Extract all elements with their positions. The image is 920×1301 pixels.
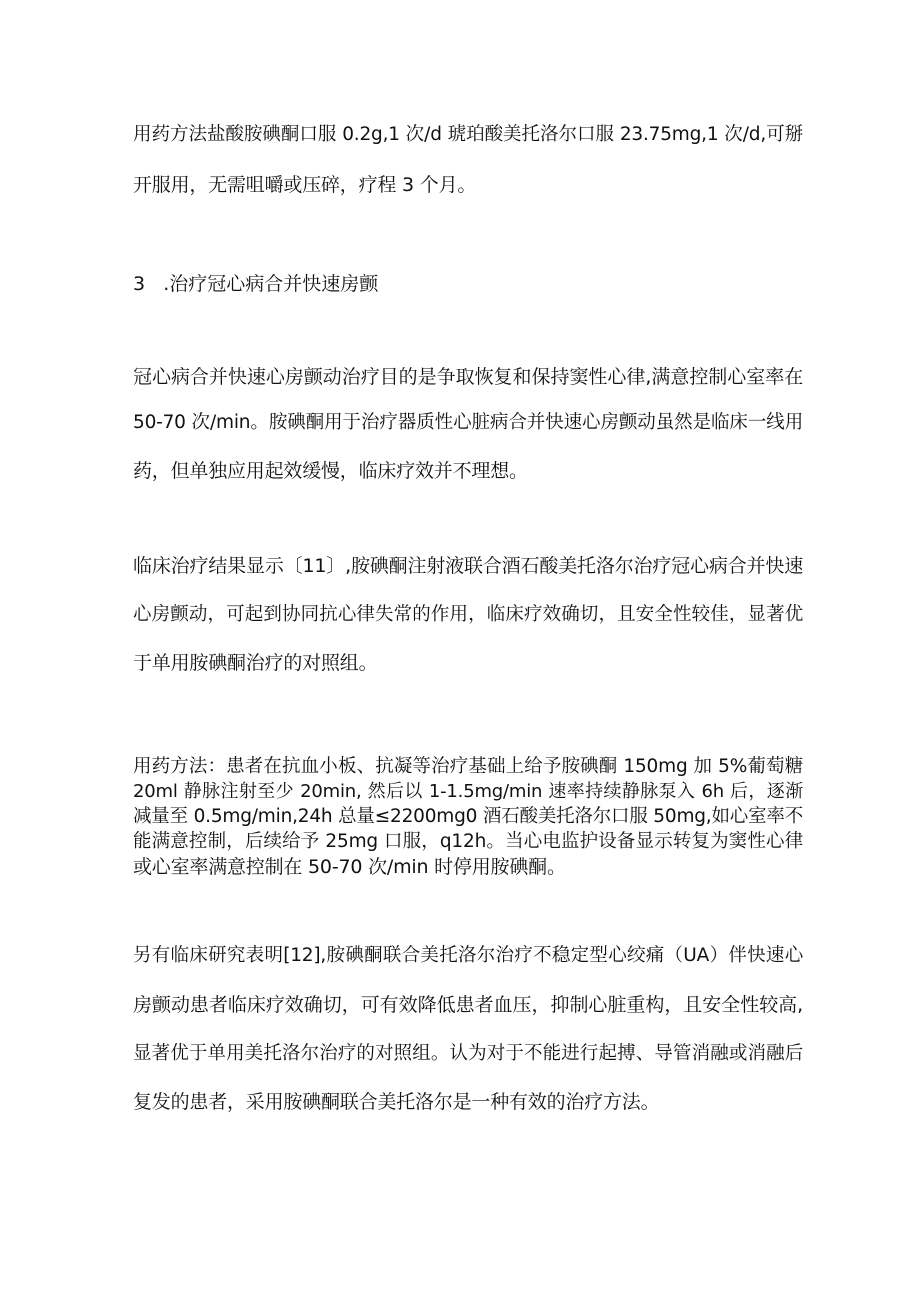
paragraph-4-line-4: 能满意控制，后续给予 25mg 口服，q12h。当心电监护设备显示转复为窦性心律 [133,831,803,852]
paragraph-5-line-1: 另有临床研究表明[12],胺碘酮联合美托洛尔治疗不稳定型心绞痛（UA）伴快速心 [133,945,803,966]
paragraph-3-line-2: 心房颤动，可起到协同抗心律失常的作用，临床疗效确切，且安全性较佳，显著优 [133,604,803,625]
paragraph-4-line-1: 用药方法：患者在抗血小板、抗凝等治疗基础上给予胺碘酮 150mg 加 5%葡萄糖 [133,756,803,777]
paragraph-4-line-2: 20ml 静脉注射至少 20min, 然后以 1-1.5mg/min 速率持续静脉泵入 6h 后，逐渐 [133,781,803,802]
paragraph-3-line-3: 于单用胺碘酮治疗的对照组。 [133,652,378,674]
paragraph-4-line-5: 或心室率满意控制在 50-70 次/min 时停用胺碘酮。 [133,856,566,878]
paragraph-2-line-3: 药，但单独应用起效缓慢，临床疗效并不理想。 [133,460,528,482]
section-heading-3: 3 .治疗冠心病合并快速房颤 [133,273,379,295]
paragraph-1-line-2: 开服用，无需咀嚼或压碎，疗程 3 个月。 [133,174,477,196]
paragraph-5-line-4: 复发的患者，采用胺碘酮联合美托洛尔是一种有效的治疗方法。 [133,1091,660,1113]
paragraph-2-line-2: 50-70 次/min。胺碘酮用于治疗器质性心脏病合并快速心房颤动虽然是临床一线用 [133,412,803,433]
paragraph-1-line-1: 用药方法盐酸胺碘酮口服 0.2g,1 次/d 琥珀酸美托洛尔口服 23.75mg,1 次/d,可掰 [133,124,803,145]
paragraph-5-line-2: 房颤动患者临床疗效确切，可有效降低患者血压，抑制心脏重构，且安全性较高, [133,994,803,1016]
paragraph-3-line-1: 临床治疗结果显示〔11〕,胺碘酮注射液联合酒石酸美托洛尔治疗冠心病合并快速 [133,555,803,577]
paragraph-4-line-3: 减量至 0.5mg/min,24h 总量≤2200mg0 酒石酸美托洛尔口服 50mg,如心室率不 [133,806,803,827]
paragraph-2-line-1: 冠心病合并快速心房颤动治疗目的是争取恢复和保持窦性心律,满意控制心室率在 [133,366,803,388]
paragraph-5-line-3: 显著优于单用美托洛尔治疗的对照组。认为对于不能进行起搏、导管消融或消融后 [133,1043,803,1064]
